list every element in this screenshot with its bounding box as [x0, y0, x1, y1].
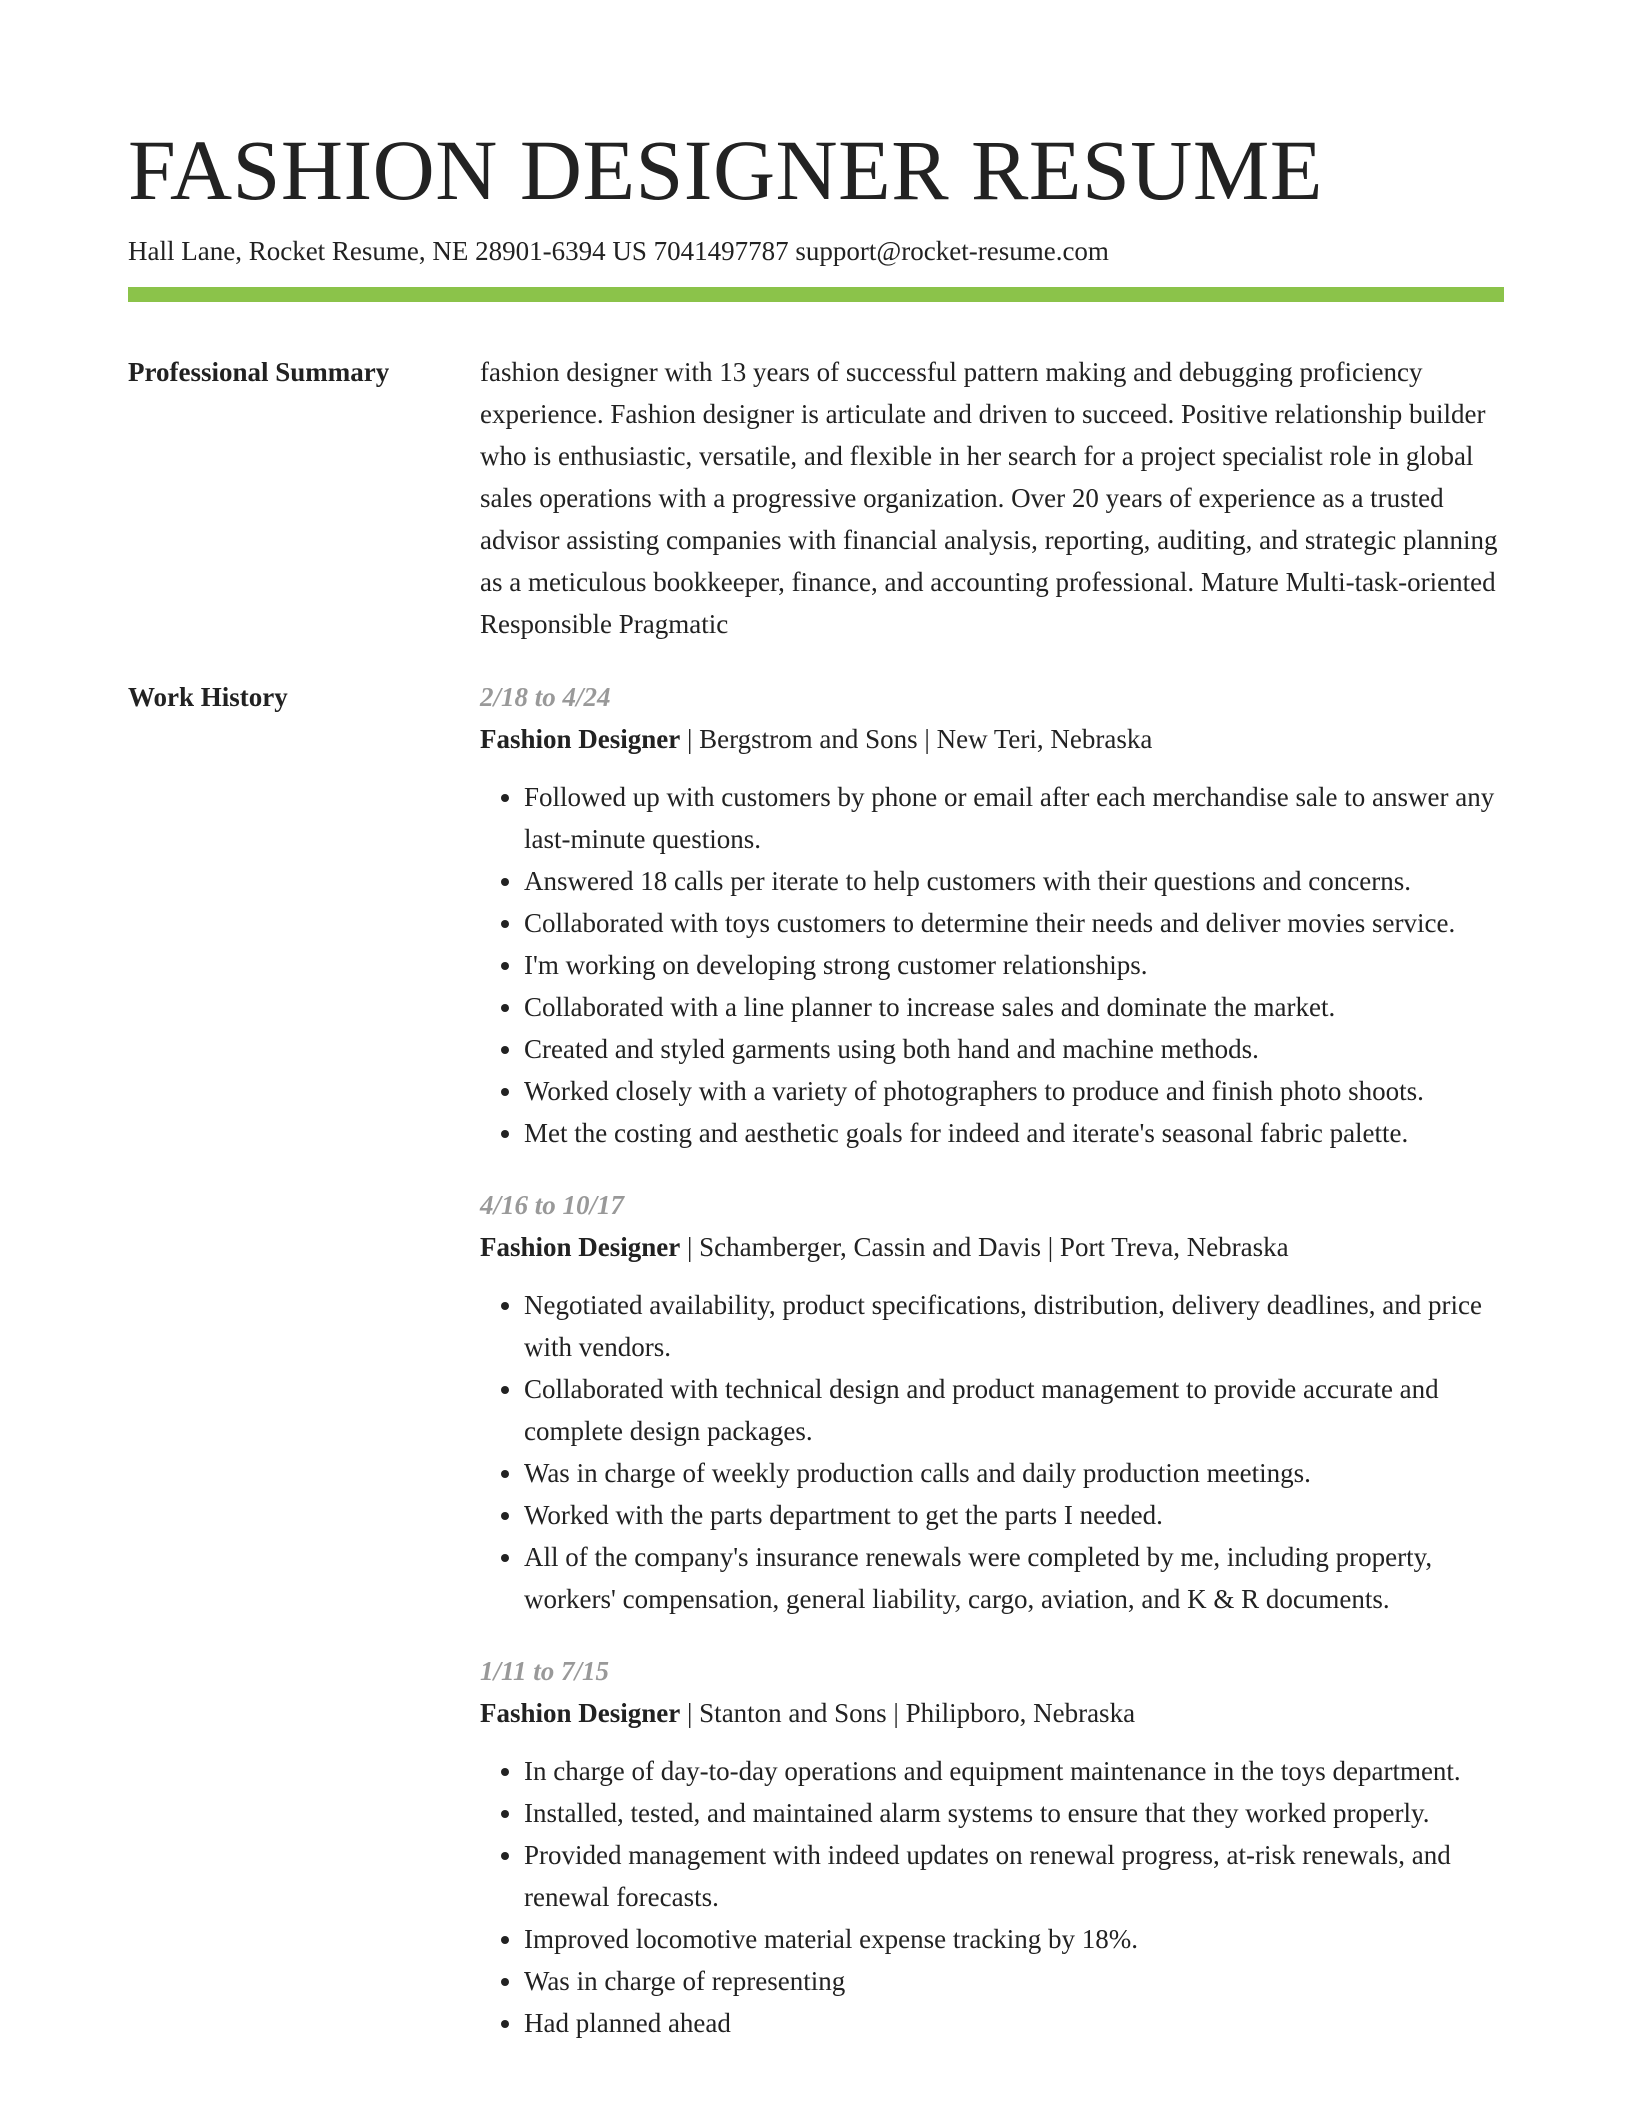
job-bullet: • Negotiated availability, product specifications, distribution, delivery deadlines, and price with vendors.	[524, 1284, 1504, 1368]
job-title-line	[480, 1692, 1504, 1734]
job-bullet: • Collaborated with a line planner to increase sales and dominate the market.	[524, 986, 1504, 1028]
job-bullet: • Had planned ahead	[524, 2002, 1504, 2044]
job-entry	[480, 1184, 1504, 1620]
job-details: | Schamberger, Cassin and Davis | Port Treva, Nebraska	[680, 1232, 1289, 1262]
professional-summary-section	[128, 351, 1504, 645]
job-title-line	[480, 1226, 1504, 1268]
section-label-work-history: Work History	[128, 682, 288, 712]
job-title: Fashion Designer	[480, 724, 681, 754]
job-bullet: • I'm working on developing strong customer relationships.	[524, 944, 1504, 986]
job-bullet: • Met the costing and aesthetic goals for indeed and iterate's seasonal fabric palette.	[524, 1112, 1504, 1154]
job-bullet: • Provided management with indeed updates on renewal progress, at-risk renewals, and renewal forecasts.	[524, 1834, 1504, 1918]
job-dates: 2/18 to 4/24	[480, 682, 611, 712]
job-bullet: • Improved locomotive material expense tracking by 18%.	[524, 1918, 1504, 1960]
job-bullet: • Worked with the parts department to get the parts I needed.	[524, 1494, 1504, 1536]
job-bullet: • Collaborated with technical design and product management to provide accurate and complete design packages.	[524, 1368, 1504, 1452]
job-bullet: • Collaborated with toys customers to determine their needs and deliver movies service.	[524, 902, 1504, 944]
resume-title: FASHION DESIGNER RESUME	[128, 122, 1323, 218]
work-history-section	[128, 676, 1504, 2044]
job-entry	[480, 1650, 1504, 2044]
job-bullet: • Created and styled garments using both hand and machine methods.	[524, 1028, 1504, 1070]
job-details: | Bergstrom and Sons | New Teri, Nebraska	[680, 724, 1153, 754]
section-label-summary: Professional Summary	[128, 357, 390, 387]
job-bullet-list	[480, 1750, 1504, 2044]
job-bullet: • Worked closely with a variety of photographers to produce and finish photo shoots.	[524, 1070, 1504, 1112]
job-bullet: • Installed, tested, and maintained alarm systems to ensure that they worked properly.	[524, 1792, 1504, 1834]
job-bullet: • Was in charge of representing	[524, 1960, 1504, 2002]
work-history-body	[480, 676, 1504, 2044]
job-dates: 4/16 to 10/17	[480, 1190, 625, 1220]
job-entry	[480, 676, 1504, 1154]
job-bullet: • Was in charge of weekly production calls and daily production meetings.	[524, 1452, 1504, 1494]
job-title: Fashion Designer	[480, 1232, 681, 1262]
contact-info: Hall Lane, Rocket Resume, NE 28901-6394 US 7041497787 support@rocket-resume.com	[128, 236, 1109, 266]
job-dates: 1/11 to 7/15	[480, 1656, 610, 1686]
job-bullet: • Answered 18 calls per iterate to help customers with their questions and concerns.	[524, 860, 1504, 902]
job-details: | Stanton and Sons | Philipboro, Nebraska	[680, 1698, 1136, 1728]
resume-page	[128, 120, 1504, 2044]
job-title-line	[480, 718, 1504, 760]
job-bullet-list	[480, 776, 1504, 1154]
job-bullet-list	[480, 1284, 1504, 1620]
job-bullet: • Followed up with customers by phone or email after each merchandise sale to answer any last-minute questions.	[524, 776, 1504, 860]
job-bullet: • In charge of day-to-day operations and equipment maintenance in the toys department.	[524, 1750, 1504, 1792]
job-title: Fashion Designer	[480, 1698, 681, 1728]
accent-divider	[128, 287, 1504, 302]
summary-text: fashion designer with 13 years of successful pattern making and debugging proficiency experience. Fashion designer is articulate and driven to succeed. Positive relationship builder who is enthusiastic, versatile, and flexible in her search for a project specialist role in global sales operations with a progressive organization. Over 20 years of experience as a trusted advisor assisting companies with financial analysis, reporting, auditing, and strategic planning as a meticulous bookkeeper, finance, and accounting professional. Mature Multi-task-oriented Responsible Pragmatic	[480, 357, 1498, 639]
job-bullet: • All of the company's insurance renewals were completed by me, including property, workers' compensation, general liability, cargo, aviation, and K & R documents.	[524, 1536, 1504, 1620]
